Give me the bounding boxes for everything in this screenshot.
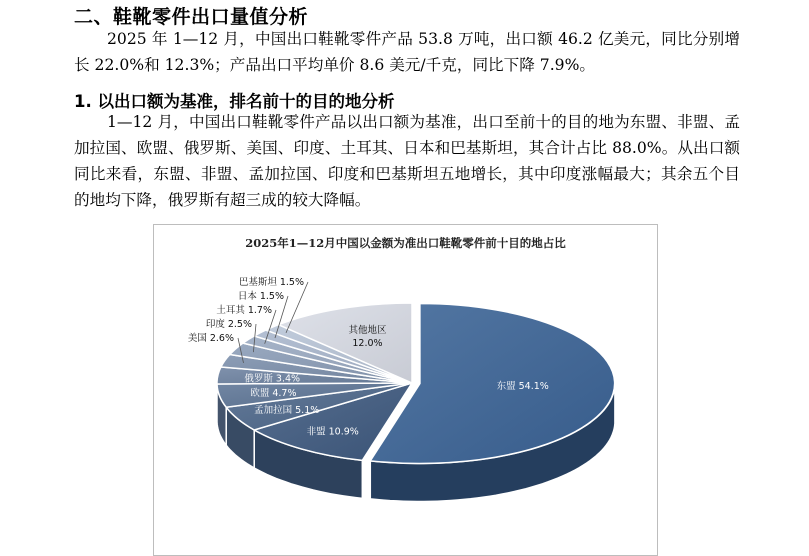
pie-label-其他地区-name: 其他地区 [348,324,387,336]
pie-chart-frame [153,224,658,556]
pie-label-俄罗斯: 俄罗斯 3.4% [244,373,301,385]
pie-label-美国: 美国 2.6% [187,333,234,344]
pie-label-其他地区-value: 12.0% [352,337,383,349]
chart-title: 2025年1—12月中国以金额为准出口鞋靴零件前十目的地占比 [245,236,566,250]
pie-label-巴基斯坦: 巴基斯坦 1.5% [238,277,304,288]
pie-chart [154,225,657,555]
pie-label-印度: 印度 2.5% [205,319,252,330]
section-heading: 二、鞋靴零件出口量值分析 [74,6,309,28]
pie-label-东盟: 东盟 54.1% [496,380,549,392]
pie-label-非盟: 非盟 10.9% [306,426,359,438]
pie-label-欧盟: 欧盟 4.7% [250,388,297,400]
pie-label-土耳其: 土耳其 1.7% [216,305,272,316]
pie-label-孟加拉国: 孟加拉国 5.1% [254,404,320,416]
paragraph-destination-analysis: 1—12 月，中国出口鞋靴零件产品以出口额为基准，出口至前十的目的地为东盟、非盟、孟加拉国、欧盟、俄罗斯、美国、印度、土耳其、日本和巴基斯坦，其合计占比 88.0%。从出口额同比来看，东盟、非盟、孟加拉国、印度和巴基斯坦五地增长，其中印度涨幅最大；其余五个目的地均下降，俄罗斯有超三成的较大降幅。 [74,113,740,209]
subheading-top-destinations: 1. 以出口额为基准，排名前十的目的地分析 [74,92,395,111]
pie-label-日本: 日本 1.5% [237,291,284,302]
paragraph-export-summary: 2025 年 1—12 月，中国出口鞋靴零件产品 53.8 万吨，出口额 46.2 亿美元，同比分别增长 22.0%和 12.3%；产品出口平均单价 8.6 美元/千克，同比下降 7.9%。 [74,30,740,74]
